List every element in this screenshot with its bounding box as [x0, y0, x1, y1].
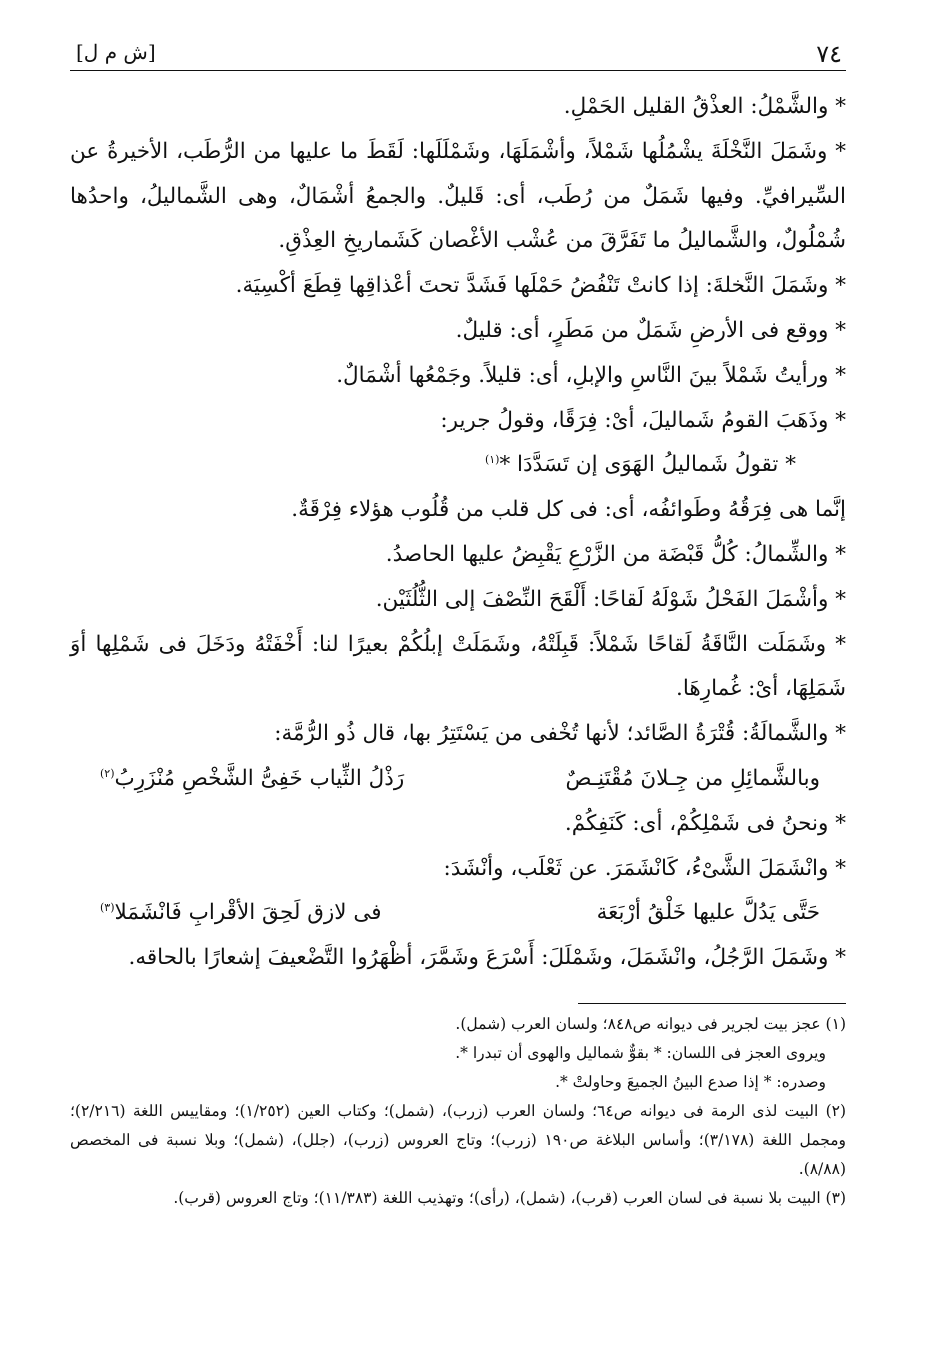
- entry-paragraph: * ونحنُ فى شَمْلِكُمْ، أى: كَنَفِكُمْ.: [564, 810, 846, 836]
- entry-paragraph: * وشَمَلَت النَّاقَةُ لَقاحًا شَمْلاً: قَبِلَتْهُ، وشَمَلَتْ إبلُكُمْ بعيرًا لنا: أَخْفَتْهُ ودَخَلَ فى شَمْلِها أوَ شَمَلِهَا، أىْ: غُمارِهَا.: [70, 631, 846, 702]
- hemistich-text: رَذْلُ الثِّياب خَفِىُّ الشَّخْصِ مُنْزَرِبُ: [114, 765, 405, 791]
- footnote: (٣) البيت بلا نسبة فى لسان العرب (قرب)، (شمل)، (رأى)؛ وتهذيب اللغة (١١/٣٨٣)؛ وتاج العروس (قرب).: [173, 1188, 846, 1207]
- entry-paragraph: * وذَهَبَ القومُ شَماليلَ، أىْ: فِرَقًا، وقولُ جرير:: [440, 407, 846, 433]
- hemistich-second: [100, 891, 382, 936]
- hemistich-first: وبالشَّمائِلِ من جِـلانَ مُقْتَنِـصٌ: [565, 765, 820, 791]
- hemistich-text: فى لازق لَحِقَ الأقْرابِ فَانْشَمَلا: [114, 900, 382, 926]
- footnote-divider: [578, 1003, 846, 1004]
- verse-line: [70, 443, 846, 488]
- hemistich-first: حَتَّى يَدُلَّ عليها خَلْقُ أرْبَعَة: [596, 900, 820, 926]
- page-header: [70, 36, 846, 71]
- root-label: [ش م ل]: [76, 40, 156, 64]
- entry-paragraph: * ورأيتُ شَمْلاً بينَ النَّاسِ والإبلِ، أى: قليلاً. وجَمْعُها أشْمَالٌ.: [336, 362, 846, 388]
- footnote-marker: (٣): [100, 901, 115, 915]
- footnote-continuation: ويروى العجز فى اللسان: * بقوٌّ شماليل والهوى أن تبدرا *.: [455, 1043, 826, 1062]
- entry-paragraph: * وأشْمَلَ الفَحْلُ شَوْلَهُ لَقاحًا: أَلْقَحَ النِّصْفَ إلى الثُّلُثَيْن.: [375, 586, 846, 612]
- verse-text: * تقولُ شَماليلُ الهَوَى إن تَسَدَّدَا *: [499, 452, 796, 478]
- hemistich-second: [100, 757, 404, 802]
- entry-paragraph: * وشَمَلَ الرَّجُلُ، وانْشَمَلَ، وشَمْلَلَ: أَسْرَعَ وشَمَّرَ، أظْهَرُوا التَّضْعيفَ إشعارًا بالحاقه.: [128, 945, 846, 971]
- entry-paragraph: * والشَّمالَةُ: قُتْرَةُ الصَّائد؛ لأنها تُخْفى من يَسْتَتِرُ بها، قال ذُو الرُّمَّة:: [274, 721, 846, 747]
- footnotes: [70, 1010, 846, 1213]
- poetry-couplet: [70, 757, 846, 802]
- footnote: (٢) البيت لذى الرمة فى ديوانه ص٦٤؛ ولسان العرب (زرب)، (شمل)؛ وكتاب العين (١/٢٥٢)؛ ومقاييس اللغة (٢/٢١٦)؛ ومجمل اللغة (٣/١٧٨)؛ وأساس البلاغة ص١٩٠ (زرب)؛ وتاج العروس (زرب)، (جلل)، (شمل)؛ وبلا نسبة فى المخصص (٨/٨٨).: [70, 1101, 847, 1178]
- entry-paragraph: * والشَّمْلُ: العذْقُ القليل الحَمْلِ.: [563, 94, 846, 119]
- entry-paragraph: * ووقع فى الأرضِ شَمَلٌ من مَطَرٍ، أى: قليلٌ.: [455, 317, 846, 343]
- footnote: (١) عجز بيت لجرير فى ديوانه ص٨٤٨؛ ولسان العرب (شمل).: [455, 1014, 846, 1033]
- document-page: [70, 36, 846, 1336]
- entry-paragraph: * وانْشَمَلَ الشَّىْءُ، كَانْشَمَرَ. عن ثَعْلَب، وأنْشَدَ:: [443, 855, 846, 881]
- footnote-marker: (٢): [100, 766, 115, 780]
- entry-paragraph: * وشَمَلَ النَّخْلَةَ يشْمُلُها شَمْلاً، وأشْمَلَهَا، وشَمْلَلَها: لَقَطَ ما عليها من الرُّطَب، الأخيرةُ عن السِّيرافيِّ. وفيها شَمَلٌ من رُطَب، أى: قَليلٌ. والجمعُ أشْمَالٌ، وهى الشَّماليلُ، واحدُها شُمْلُولٌ، والشَّماليلُ ما تَفَرَّقَ من عُشْب الأغْصان كَشَماريخِ العِذْقِ.: [70, 138, 846, 254]
- entry-paragraph: * وشَمَلَ النَّخلةَ: إذا كانتْ تَنْفُضُ حَمْلَها فَشَدَّ تحتَ أعْذاقِها قِطَعَ أكْسِيَة.: [235, 273, 846, 299]
- main-text: [70, 85, 846, 981]
- poetry-couplet: [70, 891, 846, 936]
- entry-paragraph: إنَّما هى فِرَقُهُ وطَوائفُه، أى: فى كل قلب من قُلُوب هؤلاء فِرْقَةٌ.: [291, 497, 846, 523]
- footnote-marker: (١): [484, 453, 500, 467]
- page-number: ٧٤: [816, 40, 842, 68]
- footnote-continuation: وصدره: * إذا صدع البينُ الجميعَ وحاولتْ *.: [555, 1072, 826, 1091]
- entry-paragraph: * والشِّمالُ: كُلُّ قَبْضَة من الزَّرْعِ يَقْبِضُ عليها الحاصدُ.: [385, 541, 846, 567]
